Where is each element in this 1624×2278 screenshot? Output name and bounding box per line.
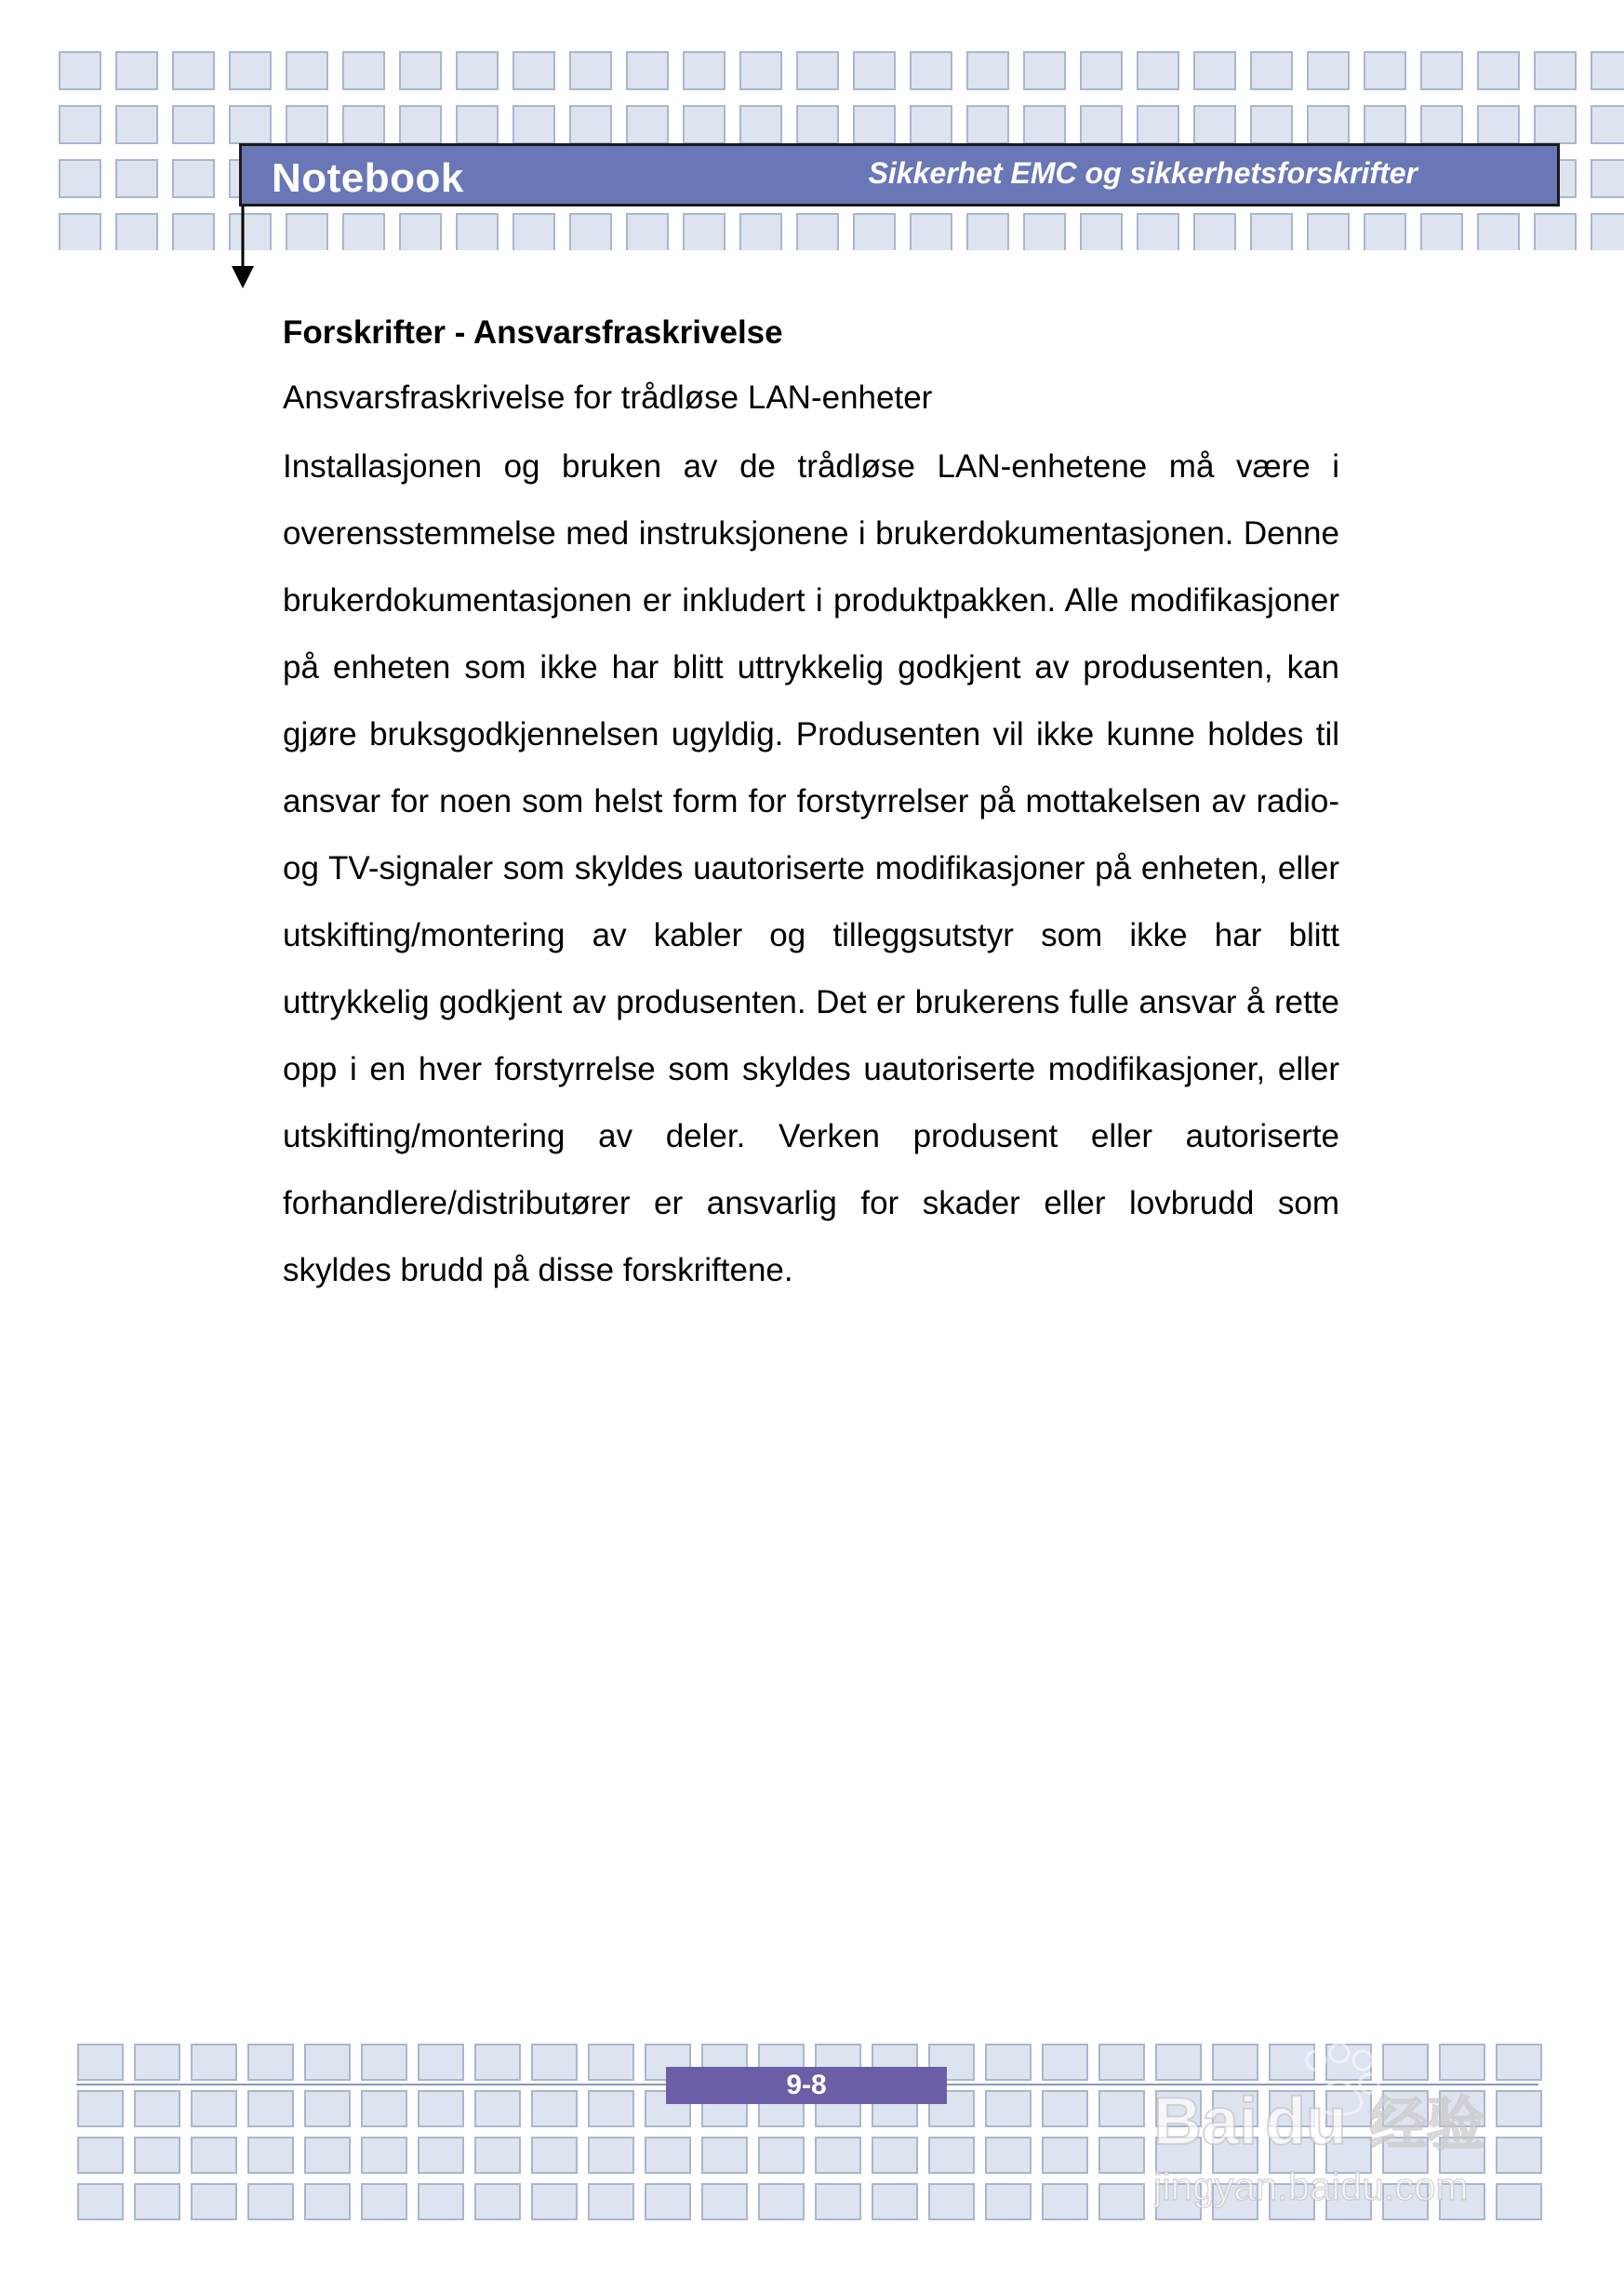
header-title: Notebook: [272, 155, 464, 201]
header-bar: [239, 143, 1560, 206]
page-number-badge: [666, 2067, 947, 2104]
page-number: 9-8: [786, 2070, 827, 2100]
svg-text:du: du: [1265, 2085, 1347, 2159]
document-content: [283, 307, 1339, 1304]
body-paragraph: Installasjonen og bruken av de trådløse LAN-enhetene må være i overensstemmelse med instruksjonene i brukerdokumentasjonen. Denne brukerdokumentasjonen er inkludert i produktpakken. Alle modifikasjoner på enheten som ikke har blitt uttrykkelig godkjent av produsenten, kan gjøre bruksgodkjennelsen ugyldig. Produsenten vil ikke kunne holdes til ansvar for noen som helst form for forstyrrelser på mottakelsen av radio- og TV-signaler som skyldes uautoriserte modifikasjoner på enheten, eller utskifting/montering av kabler og tilleggsutstyr som ikke har blitt uttrykkelig godkjent av produsenten. Det er brukerens fulle ansvar å rette opp i en hver forstyrrelse som skyldes uautoriserte modifikasjoner, eller utskifting/montering av deler. Verken produsent eller autoriserte forhandlere/distributører er ansvarlig for skader eller lovbrudd som skyldes brudd på disse forskriftene.: [283, 448, 1339, 1288]
down-arrow-icon: [229, 206, 257, 290]
section-subheading: Ansvarsfraskrivelse for trådløse LAN-enheter: [283, 380, 933, 416]
svg-text:Bai: Bai: [1153, 2085, 1258, 2159]
baidu-watermark-logo: [1153, 2042, 1525, 2228]
header-subtitle: Sikkerhet EMC og sikkerhetsforskrifter: [868, 156, 1418, 190]
svg-text:jingyan.baidu.com: jingyan.baidu.com: [1153, 2165, 1469, 2208]
svg-text:经验: 经验: [1369, 2090, 1485, 2158]
section-heading: Forskrifter - Ansvarsfraskrivelse: [283, 314, 783, 351]
